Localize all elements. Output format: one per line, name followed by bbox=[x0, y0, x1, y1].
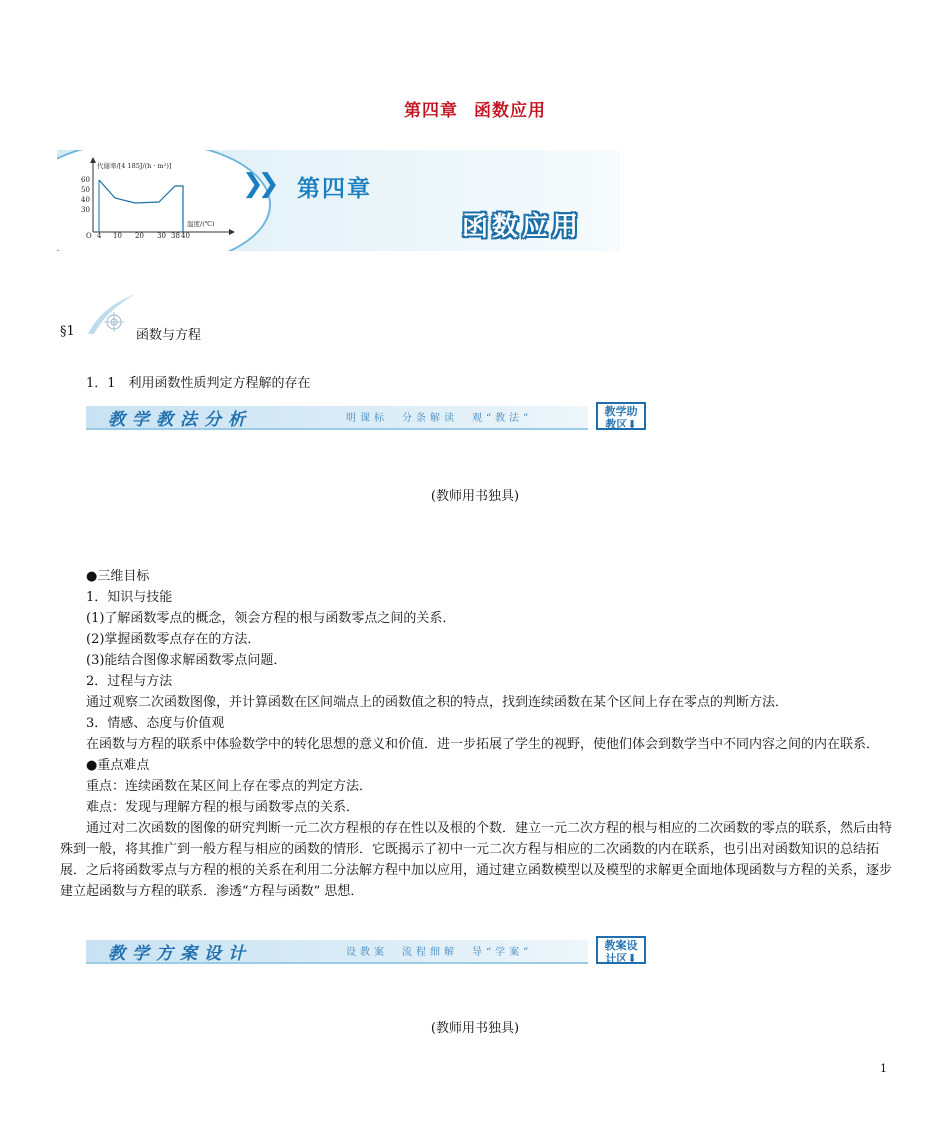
bar-main-title: 教学教法分析 bbox=[108, 410, 252, 430]
body-line: (1)了解函数零点的概念，领会方程的根与函数零点之间的关系． bbox=[86, 611, 456, 626]
banner-chapter-name: 函数应用 bbox=[461, 212, 582, 242]
chart-xtick: 30 bbox=[157, 232, 166, 239]
banner-chapter-number: 第四章 bbox=[297, 176, 372, 202]
teacher-only-note: (教师用书独具) bbox=[430, 489, 520, 504]
chart-ytick: 50 bbox=[81, 186, 90, 194]
bar-tagline: 设教案 流程细解 导“学案” bbox=[346, 947, 533, 958]
chart-origin: O bbox=[86, 232, 92, 239]
chart-xtick: 4 bbox=[97, 232, 102, 239]
body-heading: ●重点难点 bbox=[86, 758, 150, 773]
chapter-heading-number: 第四章 bbox=[404, 101, 458, 121]
body-line: (2)掌握函数零点存在的方法． bbox=[86, 632, 261, 647]
bar-box-line2: 教区⬇ bbox=[605, 418, 637, 431]
chart-ylabel: 代谢率/[4 185J/(h · m²)] bbox=[97, 162, 172, 170]
chart-xtick: 40 bbox=[181, 232, 190, 239]
chart-ytick: 30 bbox=[81, 206, 90, 214]
bar-box-line2: 计区⬇ bbox=[605, 952, 637, 965]
body-paragraph: 通过对二次函数的图像的研究判断一元二次方程根的存在性以及根的个数．建立一元二次方程的根与相应的二次函数的零点的联系，然后由特殊到一般，将其推广到一般方程与相应的函数的情形．它既揭示了初中一元二次方程与相应的二次函数的内在联系，也引出对函数知识的总结拓展．之后将函数零点与方程的根的关系在利用二分法解方程中加以应用，通过建立函数模型以及模型的求解更全面地体现函数与方程的关系，逐步建立起函数与方程的联系．渗透“方程与函数” 思想． bbox=[60, 821, 893, 899]
chart-xlabel: 温度/(℃) bbox=[187, 220, 215, 228]
chart-y-arrow bbox=[90, 157, 96, 163]
body-line: (3)能结合图像求解函数零点问题． bbox=[86, 653, 287, 668]
teaching-analysis-bar bbox=[86, 402, 649, 432]
body-paragraph: 在函数与方程的联系中体验数学中的转化思想的意义和价值．进一步拓展了学生的视野，使他们体会到数学当中不同内容之间的内在联系． bbox=[86, 737, 880, 752]
subsection-title: 1．1 利用函数性质判定方程解的存在 bbox=[86, 376, 311, 391]
section-mark: §1 bbox=[60, 324, 75, 339]
bar-main-title: 教学方案设计 bbox=[108, 944, 252, 964]
chart-ytick: 40 bbox=[81, 196, 90, 204]
body-line: 重点：连续函数在某区间上存在零点的判定方法． bbox=[86, 779, 373, 794]
banner-metabolic-chart bbox=[79, 154, 239, 239]
body-heading: ●三维目标 bbox=[86, 569, 150, 584]
chapter-heading bbox=[0, 96, 950, 121]
body-line: 3．情感、态度与价值观 bbox=[86, 716, 225, 731]
banner-arrows-icon: ❯❯ bbox=[242, 169, 274, 199]
section-title: 函数与方程 bbox=[136, 328, 202, 343]
teacher-only-note: (教师用书独具) bbox=[430, 1021, 520, 1036]
chart-xtick: 20 bbox=[135, 232, 144, 239]
bar-side-box bbox=[596, 402, 646, 430]
chart-x-arrow bbox=[229, 229, 235, 235]
bar-box-line1: 教案设 bbox=[604, 939, 638, 952]
body-line: 1．知识与技能 bbox=[86, 590, 173, 605]
page-number: 1 bbox=[880, 1062, 887, 1075]
chapter-heading-title: 函数应用 bbox=[474, 101, 546, 121]
body-text bbox=[60, 566, 896, 902]
body-line: 2．过程与方法 bbox=[86, 674, 173, 689]
body-line: 通过观察二次函数图像，并计算函数在区间端点上的函数值之积的特点，找到连续函数在某个区间上存在零点的判断方法． bbox=[86, 695, 789, 710]
chart-xtick: 38 bbox=[171, 232, 180, 239]
bar-tagline: 明课标 分条解读 观“教法” bbox=[346, 413, 533, 424]
bar-side-box bbox=[596, 936, 646, 964]
chart-line bbox=[99, 180, 183, 232]
section-target-icon bbox=[84, 292, 138, 338]
chapter-banner bbox=[57, 150, 620, 251]
body-line: 难点：发现与理解方程的根与函数零点的关系． bbox=[86, 800, 360, 815]
chart-xtick: 10 bbox=[113, 232, 122, 239]
chart-ytick: 60 bbox=[81, 176, 90, 184]
bar-box-line1: 教学助 bbox=[604, 405, 638, 418]
teaching-plan-bar bbox=[86, 936, 649, 966]
